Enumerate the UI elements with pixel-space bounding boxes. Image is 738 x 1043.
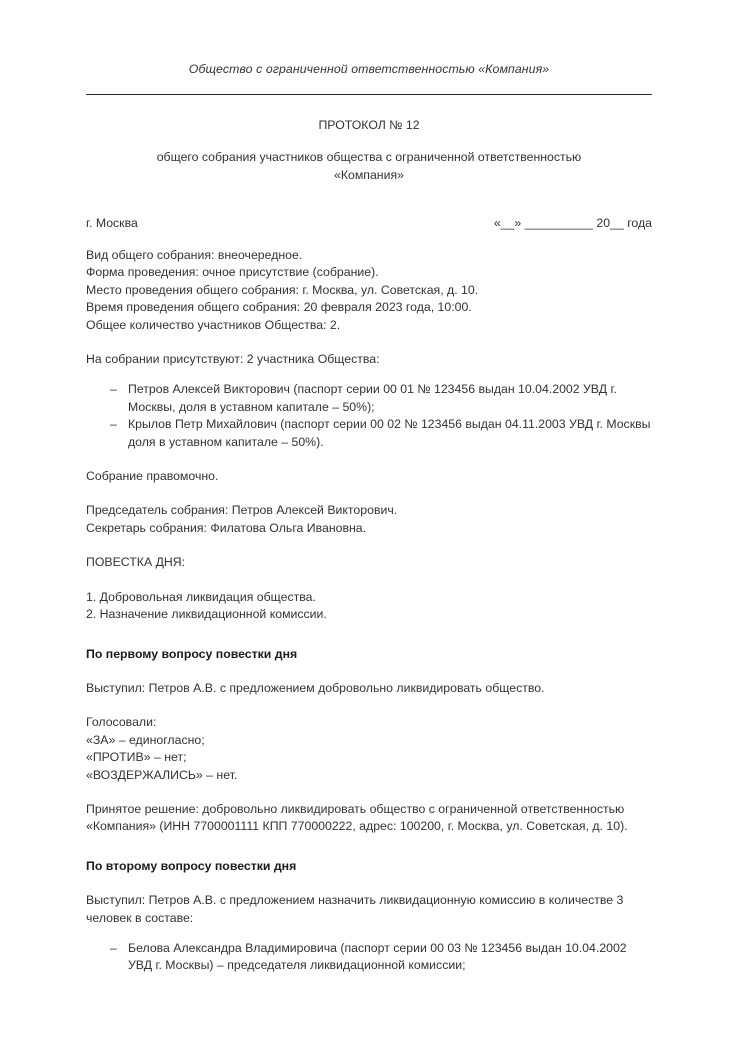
agenda-item: 1. Добровольная ликвидация общества. [86,589,316,604]
list-item [86,416,652,451]
title-block [86,116,652,184]
meeting-detail-line: Время проведения общего собрания: 20 февраля 2023 года, 10:00. [86,300,472,315]
document-header [86,0,652,76]
agenda-items [86,589,652,624]
city-label: г. Москва [86,216,138,230]
question-one-heading: По первому вопросу повестки дня [86,646,298,661]
attendance-intro: На собрании присутствуют: 2 участника Общества: [86,352,380,367]
vote-label: Голосовали: [86,715,157,730]
question-one-speaker: Выступил: Петров А.В. с предложением добровольно ликвидировать общество. [86,680,545,695]
meeting-detail-line: Форма проведения: очное присутствие (собрание). [86,265,379,280]
header-divider [86,94,652,95]
meeting-detail-line: Место проведения общего собрания: г. Москва, ул. Советская, д. 10. [86,282,479,297]
question-two-speaker: Выступил: Петров А.В. с предложением назначить ликвидационную комиссию в количестве 3 человек в составе: [86,893,624,925]
dash-marker-icon: – [110,382,117,397]
commission-member-text: Белова Александра Владимировича (паспорт серии 00 03 № 123456 выдан 10.04.2002 УВД г. Москвы) – председателя ликвидационной комиссии; [128,940,627,973]
vote-against: «ПРОТИВ» – нет; [86,750,187,765]
place-date-row [86,216,652,230]
company-name: Общество с ограниченной ответственностью «Компания» [188,62,550,76]
secretary-line: Секретарь собрания: Филатова Ольга Ивановна. [86,520,367,535]
chairman-line: Председатель собрания: Петров Алексей Викторович. [86,503,398,518]
participants-list [86,381,652,451]
officials-block [86,502,652,537]
quorum-statement: Собрание правомочно. [86,469,219,484]
question-one-decision: Принятое решение: добровольно ликвидировать общество с ограниченной ответственностью «Компания» (ИНН 7700001111 КПП 770000222, адрес: 100200, г. Москва, ул. Советская, д. 10). [86,801,628,834]
agenda-item: 2. Назначение ликвидационной комиссии. [86,607,327,622]
question-two-heading: По второму вопросу повестки дня [86,858,297,873]
question-one-vote-block [86,714,652,784]
meeting-detail-line: Вид общего собрания: внеочередное. [86,248,303,262]
participant-text: Крылов Петр Михайлович (паспорт серии 00 02 № 123456 выдан 04.11.2003 УВД г. Москвы доля в уставном капитале – 50%). [128,417,651,449]
dash-marker-icon: – [110,417,117,432]
vote-for: «ЗА» – единогласно; [86,732,205,747]
list-item [86,940,652,975]
participant-text: Петров Алексей Викторович (паспорт серии 00 01 № 123456 выдан 10.04.2002 УВД г. Москвы, доля в уставном капитале – 50%); [128,382,617,414]
dash-marker-icon: – [110,940,117,955]
agenda-heading: ПОВЕСТКА ДНЯ: [86,555,186,570]
vote-abstain: «ВОЗДЕРЖАЛИСЬ» – нет. [86,767,238,782]
protocol-title: ПРОТОКОЛ № 12 [318,118,420,132]
commission-members-list [86,940,652,975]
meeting-detail-line: Общее количество участников Общества: 2. [86,317,341,332]
protocol-subtitle-line-1: общего собрания участников общества с ограниченной ответственностью [156,150,582,164]
protocol-subtitle-line-2: «Компания» [334,168,404,182]
date-placeholder: «__» __________ 20__ года [493,216,652,230]
meeting-details-block [86,247,652,334]
list-item [86,381,652,416]
